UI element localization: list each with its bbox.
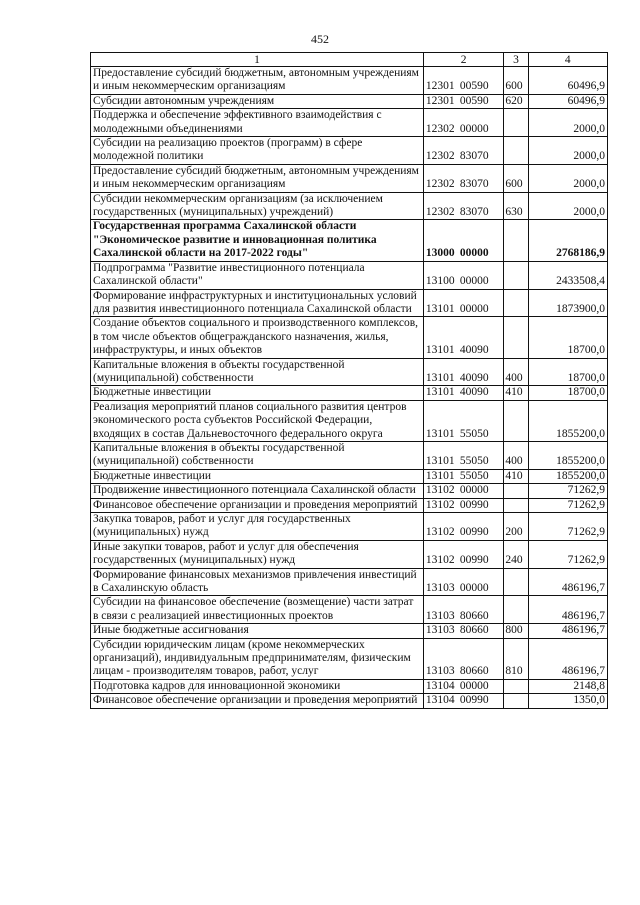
- table-row: [91, 540, 608, 568]
- column-header-3: 3: [504, 53, 528, 67]
- row-amount: 1873900,0: [528, 289, 608, 317]
- row-code-direction: 55050: [459, 455, 489, 468]
- row-code-program: 12301: [425, 80, 455, 93]
- row-amount: 486196,7: [528, 638, 608, 679]
- row-code-direction: 00000: [459, 247, 489, 260]
- row-expense-type: 620: [504, 94, 528, 108]
- row-code: [423, 638, 503, 679]
- row-amount: 60496,9: [528, 94, 608, 108]
- row-code-direction: 55050: [459, 427, 489, 440]
- row-amount: 18700,0: [528, 317, 608, 358]
- row-amount: 486196,7: [528, 624, 608, 638]
- row-amount: 18700,0: [528, 386, 608, 400]
- row-code-direction: 83070: [459, 206, 489, 219]
- row-code: [423, 679, 503, 693]
- column-header-4: 4: [528, 53, 608, 67]
- row-code-direction: 00000: [459, 582, 489, 595]
- row-expense-type: 600: [504, 67, 528, 95]
- row-amount: 71262,9: [528, 513, 608, 541]
- row-expense-type: 800: [504, 624, 528, 638]
- table-body: [91, 67, 608, 709]
- row-expense-type: [504, 289, 528, 317]
- row-code: [423, 358, 503, 386]
- row-expense-type: [504, 261, 528, 289]
- row-name: Капитальные вложения в объекты государственной (муниципальной) собственности: [91, 358, 424, 386]
- row-code-direction: 80660: [459, 624, 489, 637]
- row-name: Реализация мероприятий планов социального развития центров экономического роста субъектов Российской Федерации, входящих в состав Дальневосточного федерального округа: [91, 400, 424, 441]
- row-name: Формирование финансовых механизмов привлечения инвестиций в Сахалинскую область: [91, 568, 424, 596]
- row-code-program: 13000: [425, 247, 455, 260]
- row-name: Субсидии на финансовое обеспечение (возмещение) части затрат в связи с реализацией инвестиционных проектов: [91, 596, 424, 624]
- table-row: [91, 513, 608, 541]
- row-code: [423, 192, 503, 220]
- row-expense-type: 810: [504, 638, 528, 679]
- row-code-program: 13102: [425, 526, 455, 539]
- table-row: [91, 679, 608, 693]
- table-row: [91, 358, 608, 386]
- row-code-program: 13101: [425, 386, 455, 399]
- row-name: Финансовое обеспечение организации и проведения мероприятий: [91, 498, 424, 512]
- row-code: [423, 386, 503, 400]
- row-code: [423, 109, 503, 137]
- table-row: [91, 498, 608, 512]
- row-code: [423, 513, 503, 541]
- row-name: Иные закупки товаров, работ и услуг для обеспечения государственных (муниципальных) нужд: [91, 540, 424, 568]
- row-expense-type: 400: [504, 358, 528, 386]
- row-amount: 60496,9: [528, 67, 608, 95]
- row-amount: 1855200,0: [528, 400, 608, 441]
- row-expense-type: 630: [504, 192, 528, 220]
- row-expense-type: [504, 498, 528, 512]
- row-expense-type: 410: [504, 469, 528, 483]
- row-name: Субсидии автономным учреждениям: [91, 94, 424, 108]
- table-row: [91, 67, 608, 95]
- row-expense-type: [504, 109, 528, 137]
- row-code: [423, 94, 503, 108]
- row-code: [423, 469, 503, 483]
- row-amount: 2000,0: [528, 192, 608, 220]
- row-code-program: 12302: [425, 150, 455, 163]
- row-code-program: 13101: [425, 469, 455, 482]
- row-expense-type: [504, 596, 528, 624]
- row-code: [423, 137, 503, 165]
- row-name: Государственная программа Сахалинской области "Экономическое развитие и инновационная политика Сахалинской области на 2017-2022 годы": [91, 220, 424, 261]
- table-row: [91, 638, 608, 679]
- row-name: Предоставление субсидий бюджетным, автономным учреждениям и иным некоммерческим организациям: [91, 67, 424, 95]
- row-code: [423, 441, 503, 469]
- row-name: Капитальные вложения в объекты государственной (муниципальной) собственности: [91, 441, 424, 469]
- table-row: [91, 484, 608, 498]
- column-header-2: 2: [423, 53, 503, 67]
- row-expense-type: 600: [504, 164, 528, 192]
- row-code-direction: 00000: [459, 122, 489, 135]
- page-number: 452: [311, 32, 329, 46]
- row-code-direction: 40090: [459, 344, 489, 357]
- row-name: Бюджетные инвестиции: [91, 469, 424, 483]
- row-expense-type: 200: [504, 513, 528, 541]
- table-row: [91, 261, 608, 289]
- row-code-program: 13104: [425, 694, 455, 707]
- row-code: [423, 596, 503, 624]
- row-code-direction: 00000: [459, 275, 489, 288]
- row-code: [423, 484, 503, 498]
- row-code-direction: 83070: [459, 150, 489, 163]
- row-amount: 2433508,4: [528, 261, 608, 289]
- row-code: [423, 498, 503, 512]
- row-code-program: 13103: [425, 582, 455, 595]
- row-amount: 486196,7: [528, 596, 608, 624]
- row-code-direction: 55050: [459, 469, 489, 482]
- row-code-program: 13102: [425, 484, 455, 497]
- row-code-direction: 40090: [459, 386, 489, 399]
- row-amount: 1855200,0: [528, 441, 608, 469]
- row-name: Подготовка кадров для инновационной экономики: [91, 679, 424, 693]
- row-code-program: 13101: [425, 302, 455, 315]
- table-row: [91, 568, 608, 596]
- row-code-direction: 80660: [459, 609, 489, 622]
- row-name: Создание объектов социального и производственного комплексов, в том числе объектов общегражданского назначения, жилья, инфраструктуры, и иных объектов: [91, 317, 424, 358]
- row-code-program: 13101: [425, 455, 455, 468]
- row-code-program: 13100: [425, 275, 455, 288]
- row-code-program: 12302: [425, 122, 455, 135]
- row-expense-type: [504, 317, 528, 358]
- table-row: [91, 192, 608, 220]
- budget-table: [90, 52, 608, 709]
- table-row: [91, 94, 608, 108]
- row-amount: 486196,7: [528, 568, 608, 596]
- row-name: Бюджетные инвестиции: [91, 386, 424, 400]
- row-amount: 2000,0: [528, 164, 608, 192]
- row-amount: 71262,9: [528, 498, 608, 512]
- table-row: [91, 694, 608, 708]
- row-name: Закупка товаров, работ и услуг для государственных (муниципальных) нужд: [91, 513, 424, 541]
- row-name: Субсидии юридическим лицам (кроме некоммерческих организаций), индивидуальным предпринимателям, физическим лицам - производителям товаров, работ, услуг: [91, 638, 424, 679]
- row-code: [423, 568, 503, 596]
- row-expense-type: [504, 137, 528, 165]
- row-code-direction: 00000: [459, 484, 489, 497]
- row-code-direction: 80660: [459, 665, 489, 678]
- row-expense-type: 240: [504, 540, 528, 568]
- row-code-program: 13102: [425, 554, 455, 567]
- row-code-direction: 00990: [459, 498, 489, 511]
- row-code-direction: 00000: [459, 679, 489, 692]
- row-amount: 1350,0: [528, 694, 608, 708]
- table-row: [91, 164, 608, 192]
- row-code-program: 13101: [425, 344, 455, 357]
- table-row: [91, 469, 608, 483]
- table-row: [91, 624, 608, 638]
- row-expense-type: [504, 679, 528, 693]
- row-name: Субсидии некоммерческим организациям (за исключением государственных (муниципальных) учреждений): [91, 192, 424, 220]
- row-name: Предоставление субсидий бюджетным, автономным учреждениям и иным некоммерческим организациям: [91, 164, 424, 192]
- table-row: [91, 137, 608, 165]
- row-code: [423, 261, 503, 289]
- row-name: Иные бюджетные ассигнования: [91, 624, 424, 638]
- row-name: Формирование инфраструктурных и институциональных условий для развития инвестиционного потенциала Сахалинской области: [91, 289, 424, 317]
- row-expense-type: 400: [504, 441, 528, 469]
- row-code: [423, 540, 503, 568]
- table-row: [91, 386, 608, 400]
- row-expense-type: [504, 400, 528, 441]
- row-code-program: 13103: [425, 624, 455, 637]
- column-header-1: 1: [91, 53, 424, 67]
- row-code-program: 13101: [425, 371, 455, 384]
- row-amount: 2000,0: [528, 109, 608, 137]
- row-code-program: 12302: [425, 206, 455, 219]
- row-amount: 2148,8: [528, 679, 608, 693]
- row-amount: 71262,9: [528, 484, 608, 498]
- row-code-program: 13103: [425, 609, 455, 622]
- row-code-direction: 83070: [459, 178, 489, 191]
- row-name: Финансовое обеспечение организации и проведения мероприятий: [91, 694, 424, 708]
- row-expense-type: [504, 484, 528, 498]
- table-row: [91, 441, 608, 469]
- row-code-direction: 00590: [459, 94, 489, 107]
- row-code: [423, 220, 503, 261]
- row-code: [423, 317, 503, 358]
- row-code: [423, 624, 503, 638]
- table-header-row: [91, 53, 608, 67]
- row-name: Подпрограмма "Развитие инвестиционного потенциала Сахалинской области": [91, 261, 424, 289]
- row-code: [423, 694, 503, 708]
- table-row: [91, 289, 608, 317]
- row-amount: 1855200,0: [528, 469, 608, 483]
- row-amount: 2000,0: [528, 137, 608, 165]
- row-code-program: 13101: [425, 427, 455, 440]
- table-row: [91, 220, 608, 261]
- row-code-program: 12302: [425, 178, 455, 191]
- row-code-direction: 00990: [459, 554, 489, 567]
- row-code-direction: 00590: [459, 80, 489, 93]
- row-name: Субсидии на реализацию проектов (программ) в сфере молодежной политики: [91, 137, 424, 165]
- row-code-direction: 40090: [459, 371, 489, 384]
- row-expense-type: [504, 568, 528, 596]
- row-code: [423, 289, 503, 317]
- row-name: Продвижение инвестиционного потенциала Сахалинской области: [91, 484, 424, 498]
- table-row: [91, 109, 608, 137]
- row-code-direction: 00990: [459, 526, 489, 539]
- row-code: [423, 400, 503, 441]
- row-expense-type: [504, 220, 528, 261]
- row-code-program: 12301: [425, 94, 455, 107]
- row-expense-type: [504, 694, 528, 708]
- row-code: [423, 67, 503, 95]
- row-amount: 2768186,9: [528, 220, 608, 261]
- row-name: Поддержка и обеспечение эффективного взаимодействия с молодежными объединениями: [91, 109, 424, 137]
- row-amount: 18700,0: [528, 358, 608, 386]
- row-code-program: 13104: [425, 679, 455, 692]
- row-code-direction: 00000: [459, 302, 489, 315]
- row-expense-type: 410: [504, 386, 528, 400]
- row-code: [423, 164, 503, 192]
- table-row: [91, 596, 608, 624]
- row-code-program: 13102: [425, 498, 455, 511]
- row-amount: 71262,9: [528, 540, 608, 568]
- table-row: [91, 317, 608, 358]
- row-code-program: 13103: [425, 665, 455, 678]
- row-code-direction: 00990: [459, 694, 489, 707]
- table-row: [91, 400, 608, 441]
